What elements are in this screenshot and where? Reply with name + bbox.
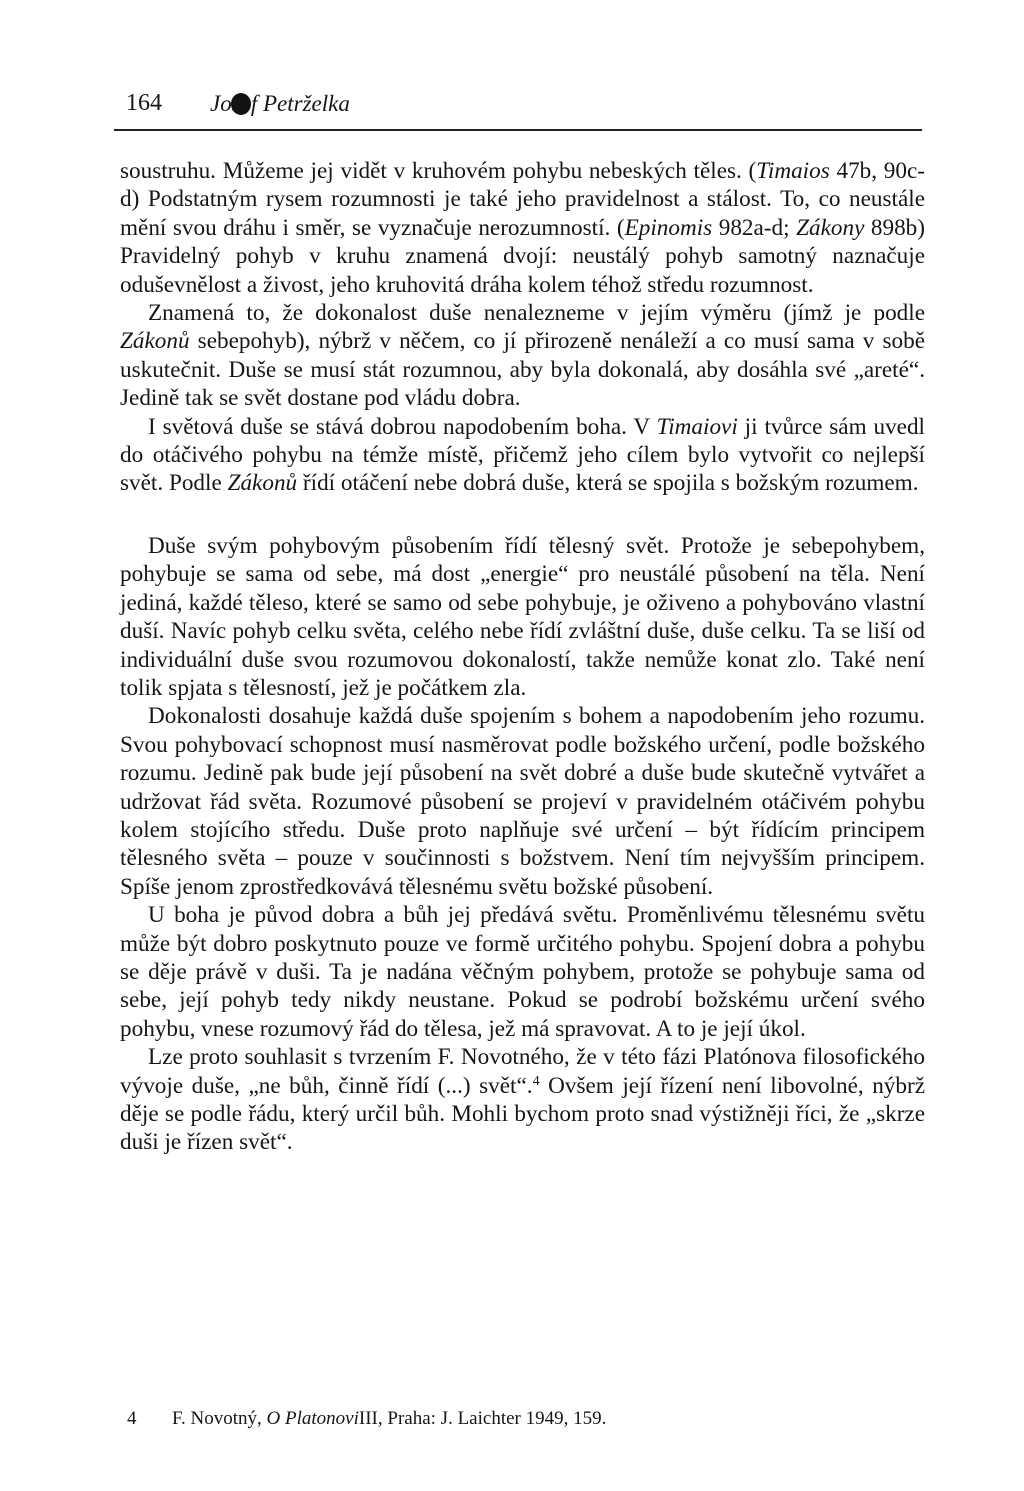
text-segment: Dokonalosti dosahuje každá duše spojením s bohem a napodobením jeho rozumu. Svou pohybovací schopnost musí nasměrovat podle božského určení, podle božského rozumu. Jedině pak bude její působení na svět dobré a duše bude skutečně vytvářet a udržovat řád světa. Rozumové působení se projeví v pravidelném otáčivém pohybu kolem stojícího středu. Duše proto naplňuje své určení – být řídícím principem tělesného světa – pouze v součinnosti s božstvem. Není tím nejvyšším principem. Spíše jenom zprostředkovává tělesnému světu božské působení.	[120, 703, 925, 900]
paragraph	[120, 1043, 925, 1157]
paragraph	[120, 702, 925, 901]
running-header	[114, 86, 924, 124]
paragraph	[120, 299, 925, 413]
text-segment: soustruhu. Můžeme jej vidět v kruhovém pohybu nebeských těles. (	[120, 158, 757, 184]
text-segment: Lze proto souhlasit s tvrzením F. Novotného, že v této fázi Platónova filosofického vývoje duše, „ne bůh, činně řídí (...) svět“.	[120, 1044, 925, 1099]
italic-title: Timaiovi	[656, 413, 738, 440]
italic-title: Timaios	[756, 158, 830, 184]
italic-title: Epinomis	[624, 214, 713, 241]
text-segment: Ovšem její řízení není libovolné, nýbrž děje se podle řádu, který určil bůh. Mohli bychom proto snad výstižněji říci, že „skrze duši je řízen svět“.	[120, 1072, 925, 1156]
text-segment: řídí otáčení nebe dobrá duše, která se spojila s božským rozumem.	[297, 470, 919, 497]
text-segment: Duše svým pohybovým působením řídí tělesný svět. Protože je sebepohybem, pohybuje se sama od sebe, má dost „energie“ pro neustálé působení na těla. Není jediná, každé těleso, které se samo od sebe pohybuje, je oživeno a pohybováno vlastní duší. Navíc pohyb celku světa, celého nebe řídí zvláštní duše, duše celku. Ta se liší od individuální duše svou rozumovou dokonalostí, takže nemůže konat zlo. Také není tolik spjata s tělesností, jež je počátkem zla.	[120, 532, 925, 701]
text-segment: sebepohyb), nýbrž v něčem, co jí přirozeně nenáleží a co musí sama v sobě uskutečnit. Duše se musí stát rozumnou, aby byla dokonalá, aby dosáhla své „areté“. Jedině tak se svět dostane pod vládu dobra.	[120, 328, 925, 412]
footnote-title: O Platonovi	[266, 1408, 359, 1429]
italic-title: Zákonů	[227, 470, 298, 497]
page-number: 164	[126, 90, 162, 116]
main-text	[120, 157, 925, 1157]
footnote	[127, 1406, 827, 1432]
running-head-author: Josef Petrželka	[210, 91, 350, 116]
footnote-number: 4	[127, 1408, 137, 1429]
text-segment: 982a-d;	[712, 214, 797, 241]
paragraph	[120, 157, 925, 299]
paragraph	[120, 532, 925, 702]
header-rule	[114, 129, 922, 131]
footnote-reference: 4	[532, 1073, 540, 1089]
italic-title: Zákony	[796, 214, 865, 241]
text-segment: Znamená to, že dokonalost duše nenalezneme v jejím výměru (jímž je podle	[148, 300, 925, 327]
text-segment: U boha je původ dobra a bůh jej předává světu. Proměnlivému tělesnému světu může být dobro poskytnuto pouze ve formě určitého pohybu. Spojení dobra a pohybu se děje právě v duši. Ta je nadána věčným pohybem, protože se pohybuje sama od sebe, její pohyb tedy nikdy neustane. Pokud se podrobí božskému určení svého pohybu, vnese rozumový řád do tělesa, jež má spravovat. A to je její úkol.	[120, 902, 925, 1042]
footnote-author: F. Novotný,	[172, 1408, 262, 1429]
text-segment: ji tvůrce sám uvedl do otáčivého pohybu na témže místě, přičemž jeho cílem bylo vytvořit co nejlepší svět. Podle	[120, 413, 926, 497]
paragraph	[120, 413, 925, 498]
footnote-rest: III, Praha: J. Laichter 1949, 159.	[358, 1408, 607, 1429]
italic-title: Zákonů	[120, 328, 190, 355]
paragraph	[120, 901, 925, 1043]
text-segment: I světová duše se stává dobrou napodobením boha. V	[148, 413, 657, 440]
text-segment: 898b) Pravidelný pohyb v kruhu znamená dvojí: neustálý pohyb samotný naznačuje oduševnělost a živost, jeho kruhovitá dráha kolem téhož středu rozumnost.	[120, 214, 925, 298]
text-segment: 47b, 90c-d) Podstatným rysem rozumnosti je také jeho pravidelnost a stálost. To, co neustále mění svou dráhu i směr, se vyznačuje nerozumností. (	[120, 158, 925, 241]
